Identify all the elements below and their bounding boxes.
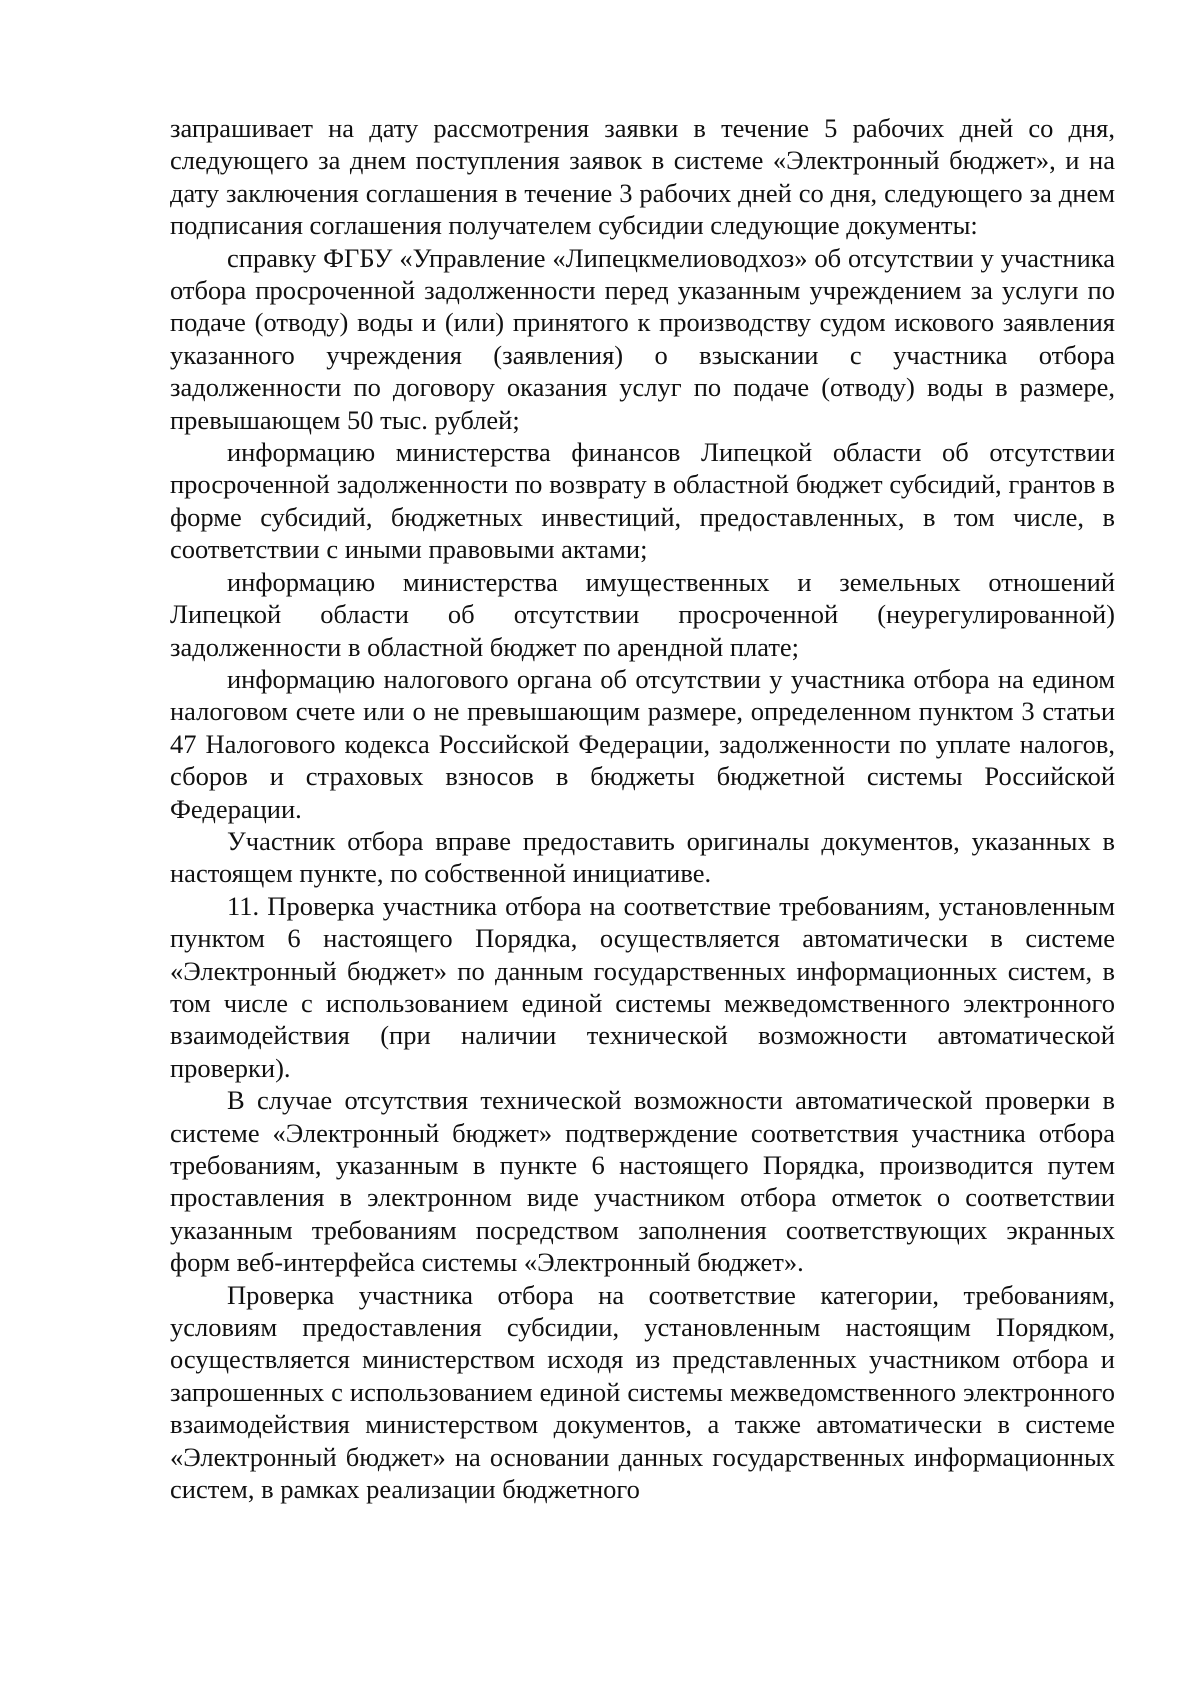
paragraph-tax-authority-info: информацию налогового органа об отсутствии у участника отбора на едином налоговом счете или о не превышающим размере, определенном пунктом 3 статьи 47 Налогового кодекса Российской Федерации, задолженности по уплате налогов, сборов и страховых взносов в бюджеты бюджетной системы Российской Федерации.	[170, 663, 1115, 824]
paragraph-fgbu-certificate: справку ФГБУ «Управление «Липецкмелиоводхоз» об отсутствии у участника отбора просроченной задолженности перед указанным учреждением за услуги по подаче (отводу) воды и (или) принятого к производству судом искового заявления указанного учреждения (заявления) о взыскании с участника отбора задолженности по договору оказания услуг по подаче (отводу) воды в размере, превышающем 50 тыс. рублей;	[170, 242, 1115, 435]
paragraph-ministry-check: Проверка участника отбора на соответствие категории, требованиям, условиям предоставления субсидии, установленным настоящим Порядком, осуществляется министерством исходя из представленных участником отбора и запрошенных с использованием единой системы межведомственного электронного взаимодействия министерством документов, а также автоматически в системе «Электронный бюджет» на основании данных государственных информационных систем, в рамках реализации бюджетного	[170, 1279, 1115, 1505]
paragraph-originals-right: Участник отбора вправе предоставить оригиналы документов, указанных в настоящем пункте, по собственной инициативе.	[170, 825, 1115, 889]
document-body	[170, 112, 1115, 1505]
paragraph-item-11: 11. Проверка участника отбора на соответствие требованиям, установленным пунктом 6 настоящего Порядка, осуществляется автоматически в системе «Электронный бюджет» по данным государственных информационных систем, в том числе с использованием единой системы межведомственного электронного взаимодействия (при наличии технической возможности автоматической проверки).	[170, 890, 1115, 1083]
paragraph-property-ministry-info: информацию министерства имущественных и земельных отношений Липецкой области об отсутствии просроченной (неурегулированной) задолженности в областной бюджет по арендной плате;	[170, 566, 1115, 662]
paragraph-manual-check: В случае отсутствия технической возможности автоматической проверки в системе «Электронный бюджет» подтверждение соответствия участника отбора требованиям, указанным в пункте 6 настоящего Порядка, производится путем проставления в электронном виде участником отбора отметок о соответствии указанным требованиям посредством заполнения соответствующих экранных форм веб-интерфейса системы «Электронный бюджет».	[170, 1085, 1115, 1278]
paragraph-finance-ministry-info: информацию министерства финансов Липецкой области об отсутствии просроченной задолженности по возврату в областной бюджет субсидий, грантов в форме субсидий, бюджетных инвестиций, предоставленных, в том числе, в соответствии с иными правовыми актами;	[170, 437, 1115, 565]
paragraph-continuation: запрашивает на дату рассмотрения заявки в течение 5 рабочих дней со дня, следующего за днем поступления заявок в системе «Электронный бюджет», и на дату заключения соглашения в течение 3 рабочих дней со дня, следующего за днем подписания соглашения получателем субсидии следующие документы:	[170, 113, 1115, 241]
